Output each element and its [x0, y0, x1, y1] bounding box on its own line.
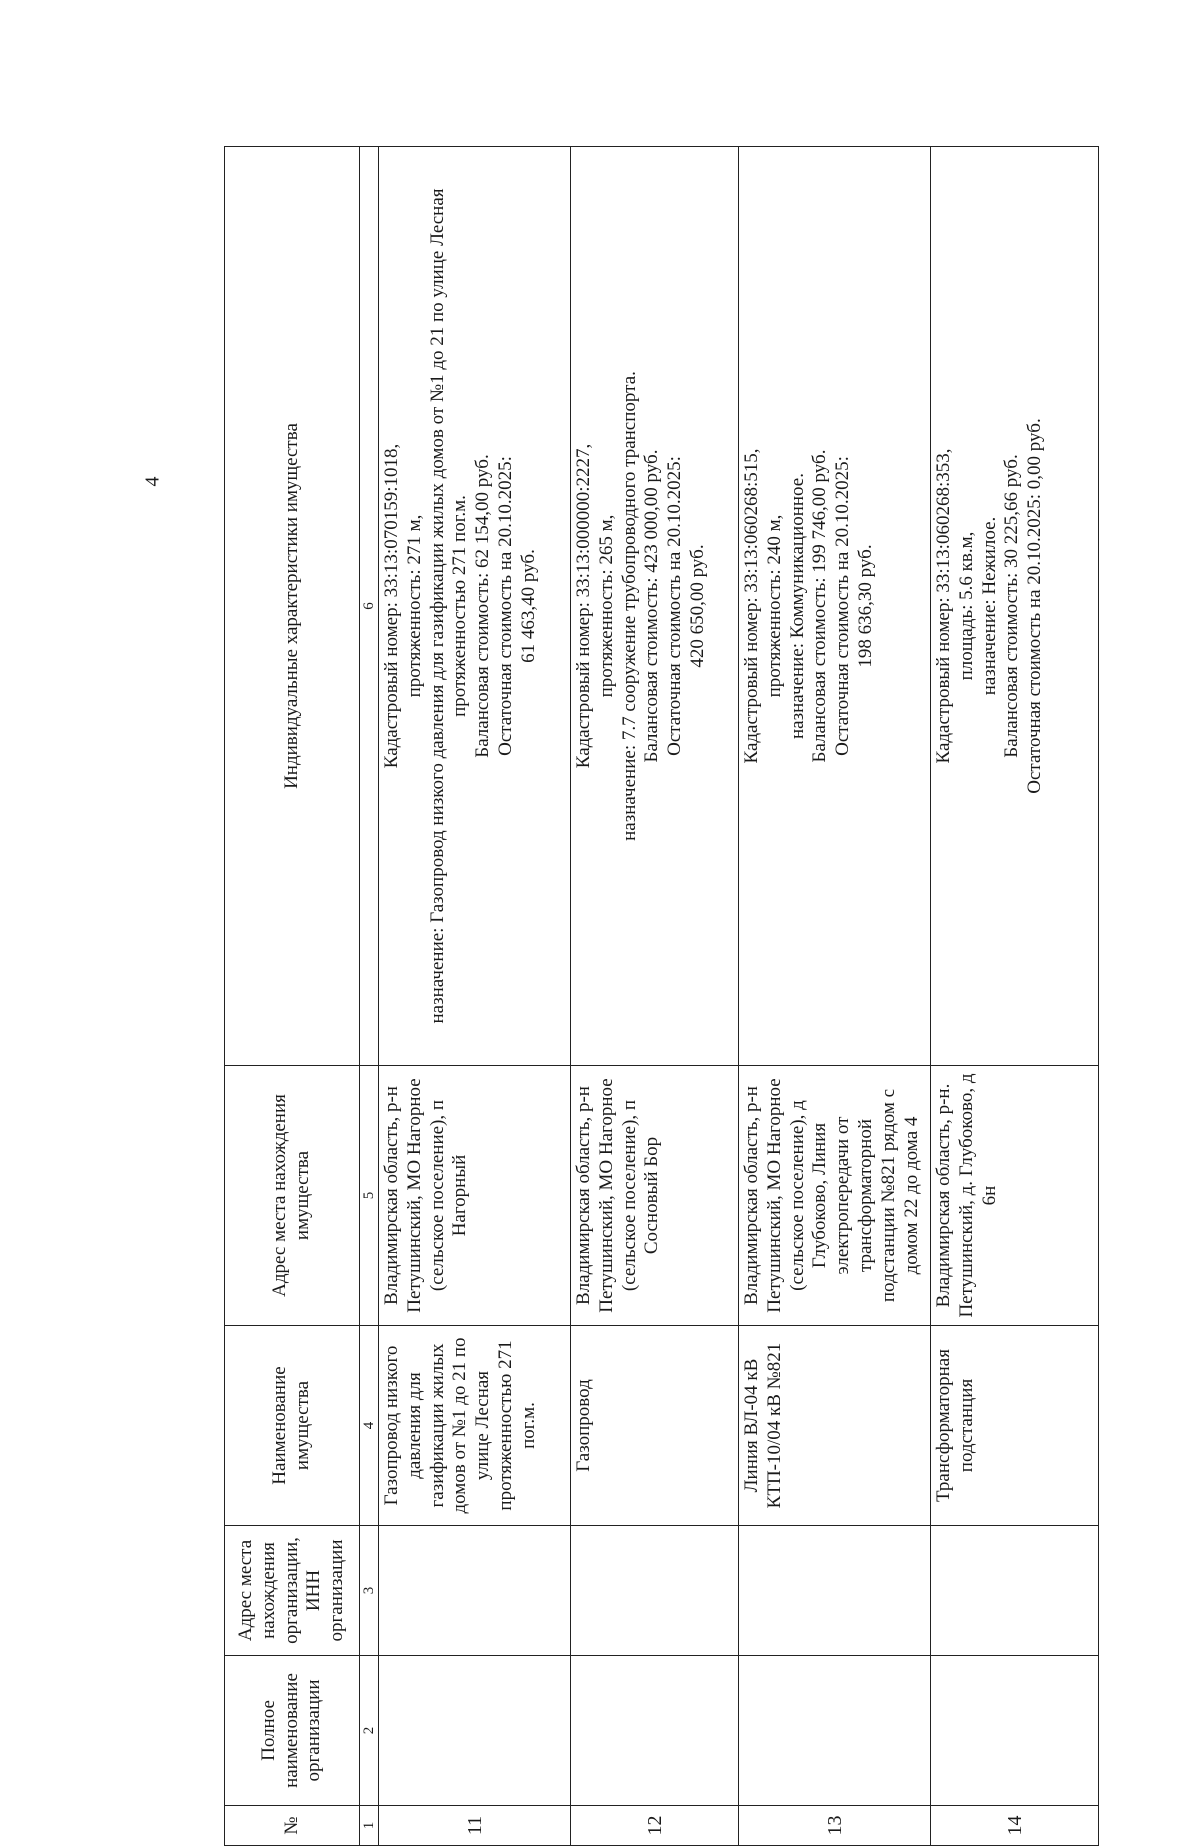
property-address-cell: Владимирская область, р-н Петушинский, МО Нагорное (сельское поселение), п Сосновый Бор: [571, 1066, 739, 1326]
row-number: 13: [739, 1806, 931, 1846]
table-row: [931, 147, 1099, 1846]
characteristic-line: протяженность: 265 м,: [595, 514, 617, 698]
table-row: [571, 147, 739, 1846]
characteristic-line: Кадастровый номер: 33:13:070159:1018,: [381, 443, 402, 769]
org-name-cell: [931, 1656, 1099, 1806]
table-row: [379, 147, 571, 1846]
characteristic-line: Остаточная стоимость на 20.10.2025:: [494, 456, 516, 756]
page-number: 4: [141, 476, 164, 487]
characteristic-line: протяженность: 240 м,: [763, 514, 785, 698]
header-row: [225, 147, 360, 1846]
column-number: 1: [360, 1806, 379, 1846]
org-address-cell: [739, 1526, 931, 1656]
column-number: 2: [360, 1656, 379, 1806]
org-address-cell: [571, 1526, 739, 1656]
characteristic-line: Кадастровый номер: 33:13:060268:515,: [741, 448, 762, 764]
property-name-cell: Трансформаторная подстанция: [931, 1326, 1099, 1526]
column-number: 5: [360, 1066, 379, 1326]
org-address-cell: [379, 1526, 571, 1656]
characteristic-line: 198 636,30 руб.: [854, 544, 876, 668]
characteristic-line: назначение: 7.7 сооружение трубопроводного транспорта.: [618, 371, 640, 841]
header-cell: Адрес места нахождения имущества: [225, 1066, 360, 1326]
org-address-cell: [931, 1526, 1099, 1656]
column-number: 3: [360, 1526, 379, 1656]
characteristic-line: площадь: 5.6 кв.м,: [955, 531, 977, 681]
characteristic-line: Кадастровый номер: 33:13:060268:353,: [933, 448, 954, 764]
property-name-cell: Линия ВЛ-04 кВ КТП-10/04 кВ №821: [739, 1326, 931, 1526]
property-name-cell: Газопровод низкого давления для газификации жилых домов от №1 до 21 по улице Лесная протяженностью 271 пог.м.: [379, 1326, 571, 1526]
property-name-cell: Газопровод: [571, 1326, 739, 1526]
org-name-cell: [571, 1656, 739, 1806]
characteristics-cell: [379, 147, 571, 1066]
org-name-cell: [739, 1656, 931, 1806]
header-cell: Полное наименование организации: [225, 1656, 360, 1806]
table-row: [739, 147, 931, 1846]
characteristic-line: назначение: Коммуникационное.: [786, 473, 808, 739]
characteristic-line: 61 463,40 руб.: [517, 549, 539, 663]
characteristic-line: назначение: Нежилое.: [978, 516, 1000, 696]
org-name-cell: [379, 1656, 571, 1806]
characteristic-line: Балансовая стоимость: 423 000,00 руб.: [641, 449, 663, 763]
header-cell: №: [225, 1806, 360, 1846]
header-cell: Индивидуальные характеристики имущества: [225, 147, 360, 1066]
row-number: 14: [931, 1806, 1099, 1846]
property-address-cell: Владимирская область, р-н Петушинский, МО Нагорное (сельское поселение), п Нагорный: [379, 1066, 571, 1326]
characteristic-line: Остаточная стоимость на 20.10.2025:: [832, 456, 854, 756]
characteristic-line: протяженность: 271 м,: [403, 514, 425, 698]
characteristics-cell: [571, 147, 739, 1066]
characteristics-cell: [931, 147, 1099, 1066]
characteristic-line: 420 650,00 руб.: [686, 544, 708, 668]
header-cell: Адрес места нахождения организации, ИНН организации: [225, 1526, 360, 1656]
property-address-cell: Владимирская область, р-н Петушинский, МО Нагорное (сельское поселение), д Глубоково, Линия электропередачи от трансформаторной подстанции №821 рядом с домом 22 до дома 4: [739, 1066, 931, 1326]
row-number: 12: [571, 1806, 739, 1846]
characteristic-line: Балансовая стоимость: 30 225,66 руб.: [1001, 454, 1023, 758]
characteristic-line: Кадастровый номер: 33:13:000000:2227,: [573, 443, 594, 769]
property-table: [224, 146, 1099, 1846]
property-address-cell: Владимирская область, р-н. Петушинский, д. Глубоково, д 6н: [931, 1066, 1099, 1326]
row-number: 11: [379, 1806, 571, 1846]
rotated-table-container: [224, 146, 1099, 1846]
characteristic-line: Балансовая стоимость: 62 154,00 руб.: [472, 454, 494, 758]
characteristic-line: Балансовая стоимость: 199 746,00 руб.: [809, 449, 831, 763]
column-number-row: [360, 147, 379, 1846]
characteristic-line: Остаточная стоимость на 20.10.2025:: [664, 456, 686, 756]
column-number: 4: [360, 1326, 379, 1526]
header-cell: Наименование имущества: [225, 1326, 360, 1526]
characteristics-cell: [739, 147, 931, 1066]
column-number: 6: [360, 147, 379, 1066]
characteristic-line: Остаточная стоимость на 20.10.2025: 0,00 руб.: [1024, 418, 1046, 794]
characteristic-line: назначение: Газопровод низкого давления для газификации жилых домов от №1 до 21 по улице Лесная протяженностью 271 пог.м.: [426, 188, 471, 1024]
